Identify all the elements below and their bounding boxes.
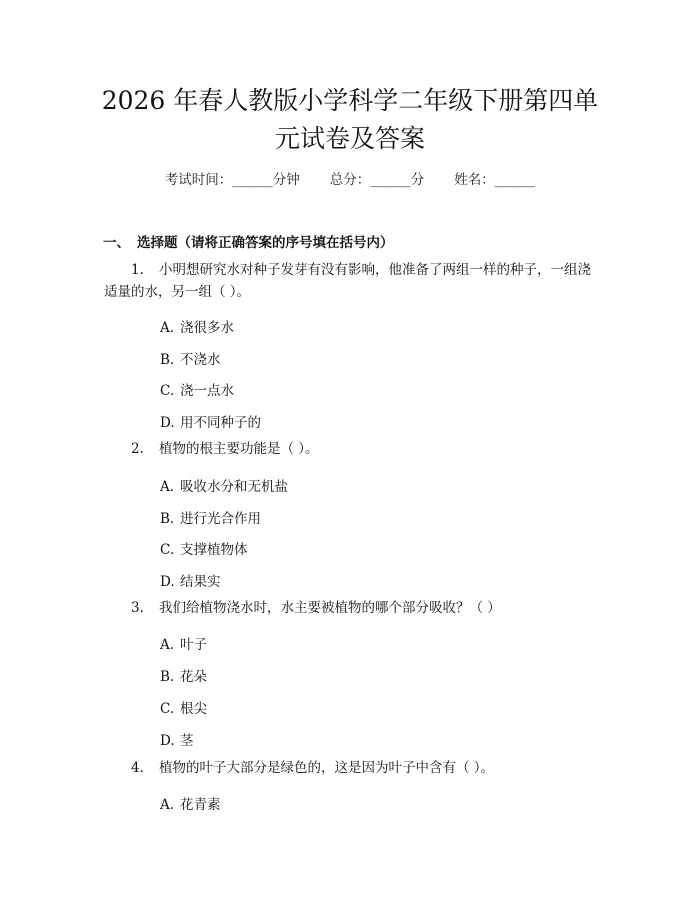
option-letter: A. <box>160 479 175 495</box>
option-b <box>160 665 207 685</box>
section-title: 选择题（请将正确答案的序号填在括号内） <box>137 235 394 251</box>
question-number: 2. <box>131 441 144 457</box>
option-letter: B. <box>160 511 175 527</box>
option-letter: C. <box>160 383 175 399</box>
option-text: 支撑植物体 <box>180 542 248 558</box>
option-text: 花青素 <box>180 797 221 813</box>
option-text: 浇很多水 <box>180 320 234 336</box>
option-letter: D. <box>160 574 175 590</box>
option-letter: A. <box>160 320 175 336</box>
option-text: 浇一点水 <box>180 383 234 399</box>
option-d <box>160 570 221 590</box>
option-letter: B. <box>160 669 175 685</box>
option-text: 吸收水分和无机盐 <box>180 479 288 495</box>
option-c <box>160 538 248 558</box>
question-number: 3. <box>131 600 144 616</box>
exam-time-label: 考试时间：______分钟 <box>164 172 300 188</box>
option-a <box>160 475 288 495</box>
option-b <box>160 507 261 527</box>
title-line-1: 2026 年春人教版小学科学二年级下册第四单 <box>101 86 599 115</box>
question-text-line-1: 小明想研究水对种子发芽有没有影响，他准备了两组一样的种子，一组浇 <box>159 262 591 278</box>
exam-meta <box>0 168 700 188</box>
option-text: 用不同种子的 <box>180 415 261 431</box>
question-number: 4. <box>131 760 144 776</box>
student-name-label: 姓名：______ <box>454 172 536 188</box>
option-a <box>160 793 221 813</box>
option-letter: D. <box>160 733 175 749</box>
section-heading <box>103 231 394 251</box>
option-a <box>160 316 234 336</box>
title-line-2: 元试卷及答案 <box>274 124 425 153</box>
option-b <box>160 348 221 368</box>
option-text: 茎 <box>180 733 194 749</box>
option-c <box>160 697 207 717</box>
question-text-line-2: 适量的水，另一组（ ）。 <box>104 284 251 300</box>
option-letter: A. <box>160 637 175 653</box>
question-text-line-1: 植物的根主要功能是（ ）。 <box>159 441 319 457</box>
option-text: 根尖 <box>180 701 207 717</box>
question-number: 1. <box>131 262 144 278</box>
option-letter: B. <box>160 352 175 368</box>
option-letter: D. <box>160 415 175 431</box>
option-text: 进行光合作用 <box>180 511 261 527</box>
option-d <box>160 411 261 431</box>
option-text: 结果实 <box>180 574 221 590</box>
total-score-label: 总分：______分 <box>329 172 425 188</box>
question-text-line-1: 我们给植物浇水时，水主要被植物的哪个部分吸收？（ ） <box>159 600 501 616</box>
option-letter: C. <box>160 542 175 558</box>
option-text: 花朵 <box>180 669 207 685</box>
option-c <box>160 379 234 399</box>
section-number: 一、 <box>103 235 130 251</box>
option-letter: A. <box>160 797 175 813</box>
option-d <box>160 729 194 749</box>
option-text: 叶子 <box>180 637 207 653</box>
question-text-line-1: 植物的叶子大部分是绿色的，这是因为叶子中含有（ ）。 <box>159 760 495 776</box>
option-letter: C. <box>160 701 175 717</box>
option-a <box>160 633 207 653</box>
exam-title <box>0 82 700 158</box>
option-text: 不浇水 <box>180 352 221 368</box>
